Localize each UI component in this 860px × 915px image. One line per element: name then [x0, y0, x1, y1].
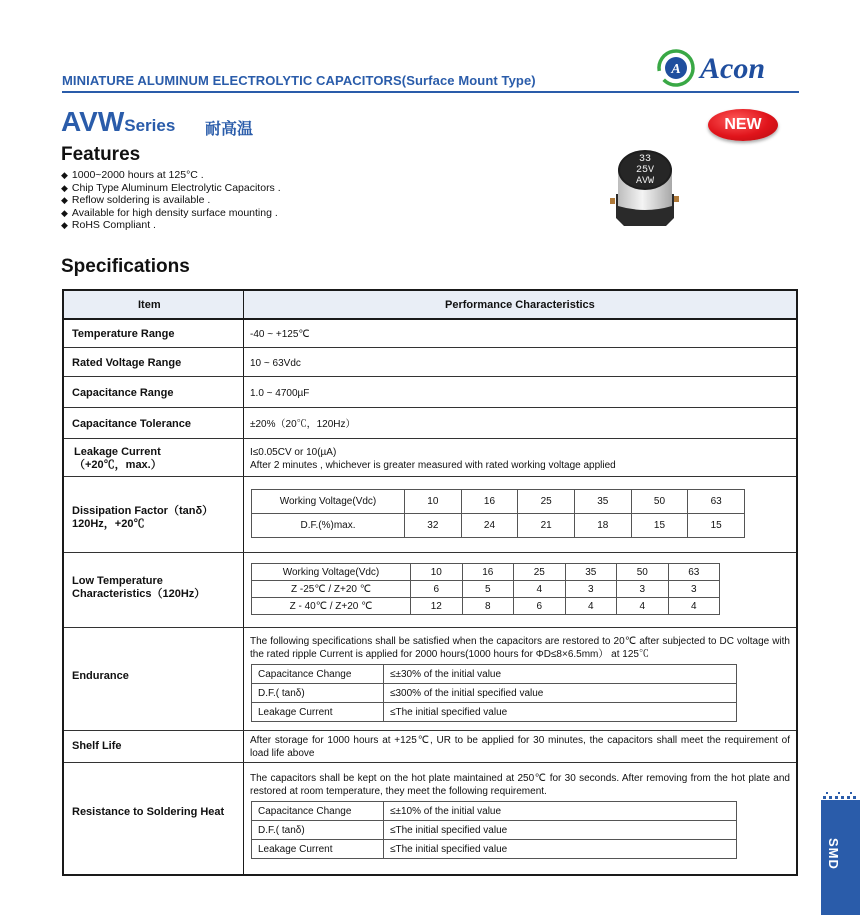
table-row	[252, 490, 745, 514]
item-shelf-life: Shelf Life	[72, 740, 122, 752]
capacitor-value: 33	[638, 154, 652, 165]
value-cell: 10	[411, 564, 463, 581]
table-row	[252, 598, 720, 615]
value-capacitance-range: 1.0 ~ 4700µF	[250, 388, 310, 399]
row-label-cell: D.F.( tanδ)	[252, 684, 384, 703]
value-cell: 50	[617, 564, 669, 581]
endurance-table	[251, 664, 737, 722]
soldering-table	[251, 801, 737, 859]
value-endurance-text: The following specifications shall be satisfied when the capacitors are restored to 20℃ after subjected to DC voltage with the rated ripple Current is applied for 2000 hours(1000 hours for ΦD≤8×6.5mm） at 125℃	[250, 636, 790, 660]
row-label-cell: Z -25℃ / Z+20 ℃	[252, 581, 411, 598]
value-cell: 12	[411, 598, 463, 615]
list-item: ◆ Available for high density surface mounting .	[61, 206, 278, 219]
value-cell: 21	[518, 514, 575, 538]
value-cell: ≤The initial specified value	[384, 703, 737, 722]
list-item: ◆ 1000~2000 hours at 125°C .	[61, 169, 204, 181]
row-divider	[64, 476, 796, 477]
value-cell: 25	[518, 490, 575, 514]
value-cell: 10	[405, 490, 462, 514]
value-soldering-text: The capacitors shall be kept on the hot plate maintained at 250℃ for 30 seconds. After removing from the hot plate and restored at room temperature, they meet the following requirement.	[250, 773, 790, 797]
value-cell: ≤The initial specified value	[384, 821, 737, 840]
value-cell: 15	[631, 514, 688, 538]
diamond-bullet-icon: ◆	[61, 182, 68, 193]
table-row	[252, 581, 720, 598]
value-cell: 4	[668, 598, 720, 615]
row-divider	[64, 627, 796, 628]
diamond-bullet-icon: ◆	[61, 170, 68, 180]
table-row	[252, 802, 737, 821]
value-cell: 50	[631, 490, 688, 514]
value-cell: 63	[668, 564, 720, 581]
diamond-bullet-icon: ◆	[61, 195, 68, 206]
value-leakage-current: I≤0.05CV or 10(µA) After 2 minutes , whichever is greater measured with rated working voltage applied	[250, 447, 616, 471]
value-cell: 4	[565, 598, 617, 615]
column-header-performance: Performance Characteristics	[445, 299, 595, 311]
specifications-heading: Specifications	[61, 256, 190, 277]
value-cell: 35	[565, 564, 617, 581]
value-cell: 25	[514, 564, 566, 581]
table-row	[252, 703, 737, 722]
value-rated-voltage: 10 ~ 63Vdc	[250, 358, 301, 369]
svg-text:A: A	[671, 62, 681, 77]
table-row	[252, 840, 737, 859]
value-cell: 3	[565, 581, 617, 598]
brand-name: Acon	[700, 52, 766, 85]
diamond-bullet-icon: ◆	[61, 220, 68, 231]
item-dissipation-factor: Dissipation Factor（tanδ） 120Hz，+20℃	[72, 505, 214, 530]
list-item: ◆ Chip Type Aluminum Electrolytic Capacitors .	[61, 181, 281, 194]
value-cell: 16	[461, 490, 518, 514]
item-low-temperature: Low Temperature Characteristics（120Hz）	[72, 575, 206, 600]
value-cell: 4	[514, 581, 566, 598]
row-divider	[64, 407, 796, 408]
series-code: AVW	[61, 106, 125, 137]
column-divider	[243, 291, 244, 874]
column-header-item: Item	[138, 299, 161, 311]
value-cell: 4	[617, 598, 669, 615]
row-label-cell: Capacitance Change	[252, 665, 384, 684]
specifications-table	[62, 289, 798, 876]
table-row	[252, 564, 720, 581]
header-title: MINIATURE ALUMINUM ELECTROLYTIC CAPACITORS(Surface Mount Type)	[62, 73, 536, 88]
capacitor-series: AVW	[635, 176, 655, 187]
value-cell: 5	[462, 581, 514, 598]
row-divider	[64, 438, 796, 439]
new-badge: NEW	[708, 109, 778, 141]
row-label-cell: Working Voltage(Vdc)	[252, 490, 405, 514]
value-cell: 18	[574, 514, 631, 538]
row-divider	[64, 730, 796, 731]
row-label-cell: D.F.( tanδ)	[252, 821, 384, 840]
row-label-cell: D.F.(%)max.	[252, 514, 405, 538]
table-row	[252, 684, 737, 703]
diamond-bullet-icon: ◆	[61, 207, 68, 218]
table-row	[252, 665, 737, 684]
feature-list	[61, 169, 281, 232]
value-cell: ≤±30% of the initial value	[384, 665, 737, 684]
item-temperature-range: Temperature Range	[72, 328, 175, 340]
row-divider	[64, 318, 796, 320]
table-row	[252, 514, 745, 538]
item-leakage-current: Leakage Current （+20℃，max.）	[74, 446, 162, 471]
value-shelf-life: After storage for 1000 hours at +125℃, UR to be applied for 30 minutes, the capacitors shall meet the requirement of load life above	[250, 735, 790, 759]
side-tab-label: SMD	[826, 838, 841, 870]
value-cell: 16	[462, 564, 514, 581]
item-soldering-heat: Resistance to Soldering Heat	[72, 806, 225, 818]
row-label-cell: Leakage Current	[252, 703, 384, 722]
value-cell: 8	[462, 598, 514, 615]
series-chinese-name: 耐高温	[205, 121, 254, 138]
dissipation-factor-table	[251, 489, 745, 538]
list-item: ◆ Reflow soldering is available .	[61, 194, 211, 207]
table-row	[252, 821, 737, 840]
row-label-cell: Working Voltage(Vdc)	[252, 564, 411, 581]
row-label-cell: Z - 40℃ / Z+20 ℃	[252, 598, 411, 615]
value-cell: 3	[617, 581, 669, 598]
row-divider	[64, 762, 796, 763]
capacitor-image	[608, 148, 682, 228]
value-temperature-range: -40 ~ +125℃	[250, 329, 310, 340]
series-title	[61, 106, 175, 138]
value-capacitance-tolerance: ±20%（20℃，120Hz）	[250, 419, 356, 430]
value-cell: ≤±10% of the initial value	[384, 802, 737, 821]
row-divider	[64, 347, 796, 348]
row-label-cell: Capacitance Change	[252, 802, 384, 821]
row-label-cell: Leakage Current	[252, 840, 384, 859]
table-header-background	[64, 291, 796, 318]
value-cell: 32	[405, 514, 462, 538]
value-cell: 24	[461, 514, 518, 538]
value-cell: 63	[688, 490, 745, 514]
side-tab-pattern	[821, 790, 860, 806]
value-cell: 6	[514, 598, 566, 615]
value-cell: 3	[668, 581, 720, 598]
value-cell: ≤The initial specified value	[384, 840, 737, 859]
item-capacitance-tolerance: Capacitance Tolerance	[72, 418, 192, 430]
capacitor-voltage: 25V	[635, 165, 655, 176]
value-cell: ≤300% of the initial specified value	[384, 684, 737, 703]
row-divider	[64, 552, 796, 553]
item-endurance: Endurance	[72, 670, 129, 682]
value-cell: 15	[688, 514, 745, 538]
features-heading: Features	[61, 144, 141, 165]
row-divider	[64, 376, 796, 377]
value-cell: 35	[574, 490, 631, 514]
value-cell: 6	[411, 581, 463, 598]
item-capacitance-range: Capacitance Range	[72, 387, 174, 399]
acon-logo-icon	[656, 48, 696, 88]
series-word: Series	[124, 116, 176, 135]
low-temperature-table	[251, 563, 720, 615]
item-rated-voltage: Rated Voltage Range	[72, 357, 182, 369]
list-item: ◆ RoHS Compliant .	[61, 219, 156, 232]
header-rule	[62, 91, 799, 93]
